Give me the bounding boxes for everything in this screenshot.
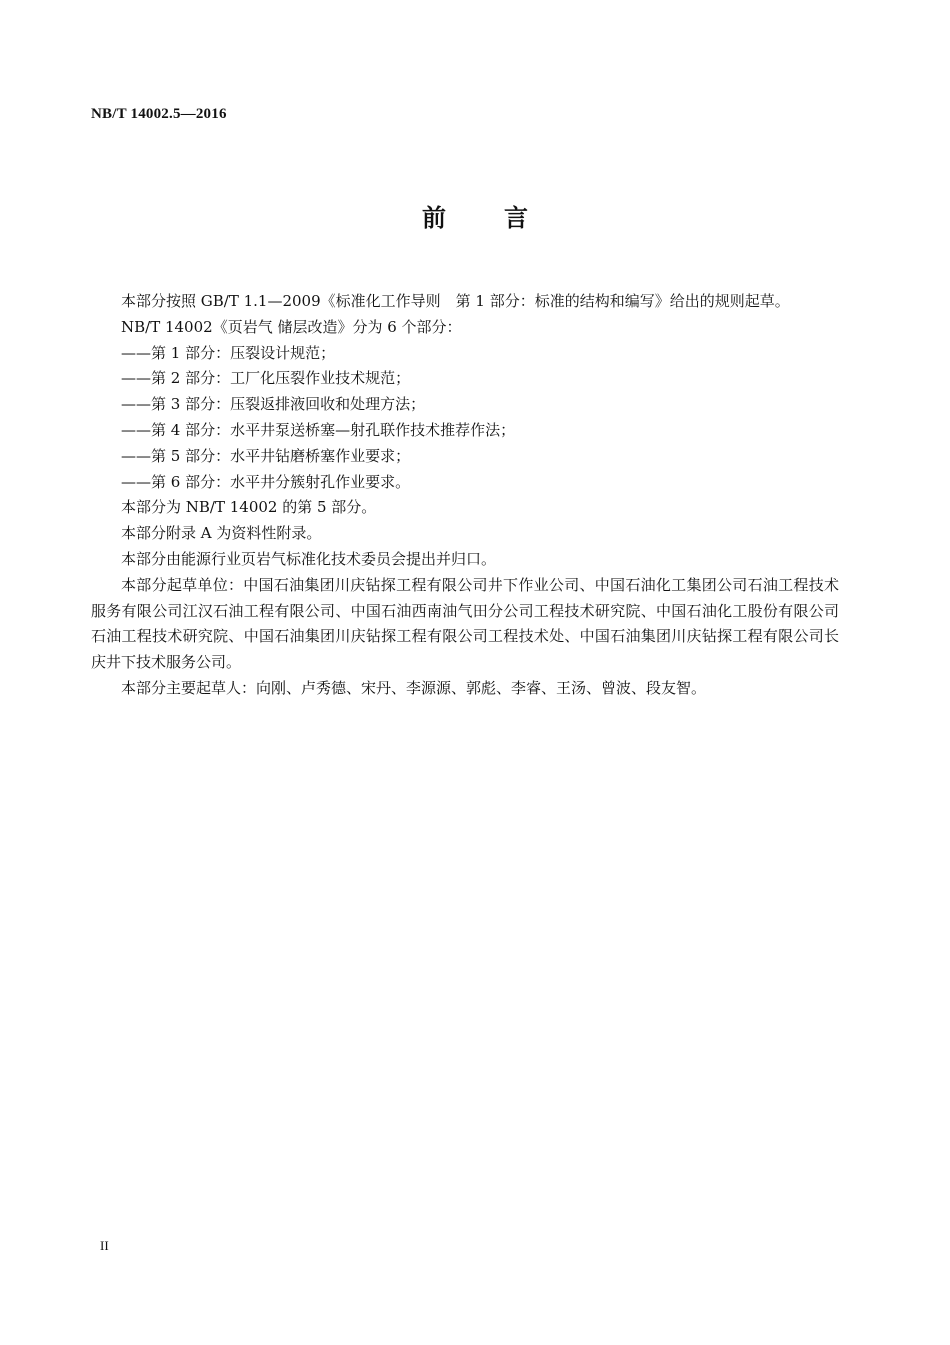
title-char-2: 言 — [504, 204, 528, 232]
page-title — [0, 198, 950, 233]
foreword-body — [91, 289, 839, 702]
list-item-part-2: ——第 2 部分：工厂化压裂作业技术规范； — [121, 369, 411, 388]
paragraph-drafters: 本部分主要起草人：向刚、卢秀德、宋丹、李源源、郭彪、李睿、王汤、曾波、段友智。 — [121, 678, 707, 697]
page-number: II — [100, 1238, 109, 1253]
paragraph-proposer: 本部分由能源行业页岩气标准化技术委员会提出并归口。 — [121, 549, 497, 568]
document-number: NB/T 14002.5—2016 — [91, 106, 227, 122]
list-item-part-3: ——第 3 部分：压裂返排液回收和处理方法； — [121, 395, 426, 414]
list-item-part-5: ——第 5 部分：水平井钻磨桥塞作业要求； — [121, 446, 411, 465]
list-item-part-4: ——第 4 部分：水平井泵送桥塞—射孔联作技术推荐作法； — [121, 420, 516, 439]
paragraph-drafting-units: 本部分起草单位：中国石油集团川庆钻探工程有限公司井下作业公司、中国石油化工集团公司石油工程技术服务有限公司江汉石油工程有限公司、中国石油西南油气田分公司工程技术研究院、中国石油化工股份有限公司石油工程技术研究院、中国石油集团川庆钻探工程有限公司工程技术处、中国石油集团川庆钻探工程有限公司长庆井下技术服务公司。 — [91, 575, 839, 672]
paragraph-part-number: 本部分为 NB/T 14002 的第 5 部分。 — [121, 498, 377, 517]
paragraph-drafting-rules: 本部分按照 GB/T 1.1—2009《标准化工作导则 第 1 部分：标准的结构和编写》给出的规则起草。 — [121, 292, 790, 310]
list-item-part-6: ——第 6 部分：水平井分簇射孔作业要求。 — [121, 472, 411, 491]
paragraph-parts-intro: NB/T 14002《页岩气 储层改造》分为 6 个部分： — [121, 317, 462, 336]
title-char-1: 前 — [422, 204, 446, 232]
paragraph-appendix: 本部分附录 A 为资料性附录。 — [121, 524, 322, 543]
list-item-part-1: ——第 1 部分：压裂设计规范； — [121, 343, 336, 362]
